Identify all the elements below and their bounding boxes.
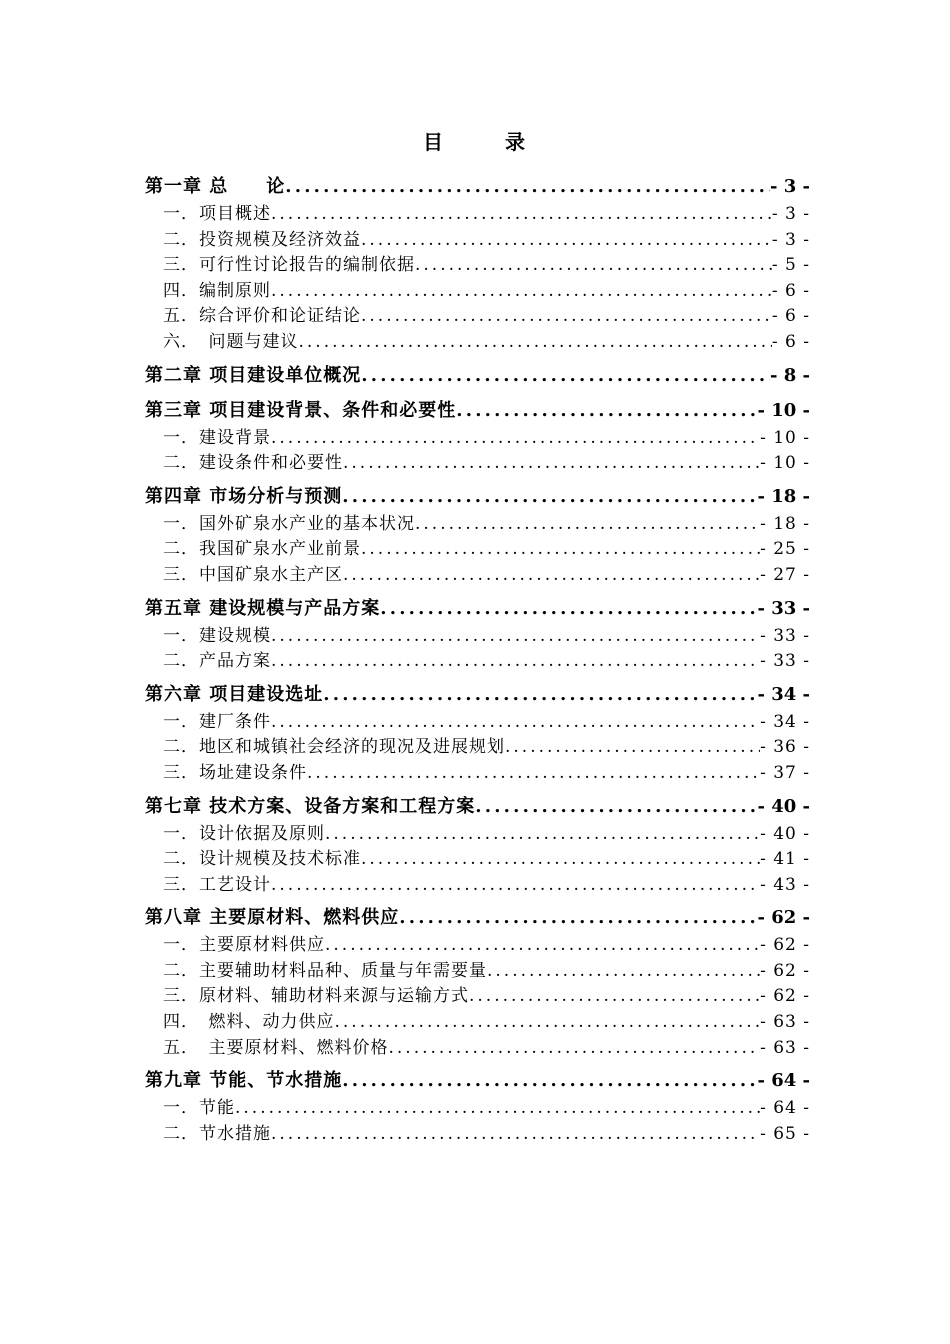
toc-entry-label: 二．节水措施: [163, 1123, 271, 1144]
dot-leader: [271, 426, 760, 452]
toc-chapter-entry[interactable]: [145, 482, 810, 512]
dot-leader: [361, 228, 772, 254]
dot-leader: [361, 847, 760, 873]
toc-page-number: - 3 -: [771, 229, 810, 250]
toc-page-number: - 6 -: [771, 280, 810, 301]
toc-page-number: - 33 -: [760, 625, 810, 646]
toc-page-number: - 62 -: [757, 907, 810, 929]
toc-entry-label: 第五章 建设规模与产品方案: [145, 597, 381, 619]
dot-leader: [271, 873, 760, 899]
toc-section-entry[interactable]: [145, 451, 810, 477]
dot-leader: [361, 361, 770, 391]
toc-page-number: - 18 -: [757, 485, 810, 507]
toc-page-number: - 40 -: [760, 823, 810, 844]
toc-section-entry[interactable]: [145, 563, 810, 589]
dot-leader: [505, 735, 760, 761]
toc-chapter-entry[interactable]: [145, 396, 810, 426]
toc-entry-label: 第二章 项目建设单位概况: [145, 364, 362, 386]
toc-page-number: - 3 -: [771, 204, 810, 224]
toc-section-entry[interactable]: [145, 330, 810, 356]
dot-leader: [415, 253, 772, 279]
toc-entry-label: 二．我国矿泉水产业前景: [163, 539, 361, 560]
toc-entry-label: 一．设计依据及原则: [163, 823, 325, 844]
toc-section-entry[interactable]: [145, 959, 810, 985]
toc-entry-label: 二．主要辅助材料品种、质量与年需要量: [163, 960, 487, 981]
dot-leader: [235, 1096, 760, 1122]
toc-entry-label: 一．建设规模: [163, 625, 271, 646]
toc-section-entry[interactable]: [145, 649, 810, 675]
toc-section-entry[interactable]: [145, 1096, 810, 1122]
toc-entry-label: 一．建设背景: [163, 427, 271, 448]
toc-entry-label: 二．设计规模及技术标准: [163, 849, 361, 870]
dot-leader: [271, 624, 760, 650]
toc-page-number: - 36 -: [760, 737, 810, 758]
toc-page-number: - 62 -: [760, 935, 810, 956]
toc-page-number: - 6 -: [771, 331, 810, 352]
toc-page-number: - 10 -: [760, 427, 810, 448]
toc-page-number: - 62 -: [760, 960, 810, 981]
toc-section-entry[interactable]: [145, 228, 810, 254]
toc-entry-label: 一．节能: [163, 1098, 235, 1119]
toc-entry-label: 三．场址建设条件: [163, 762, 307, 783]
toc-entry-label: 第一章 总 论: [145, 176, 286, 197]
toc-entry-label: 五．综合评价和论证结论: [163, 306, 361, 327]
toc-entry-label: 第四章 市场分析与预测: [145, 485, 343, 507]
toc-section-entry[interactable]: [145, 933, 810, 959]
toc-page-number: - 34 -: [757, 683, 810, 705]
table-of-contents: [145, 172, 810, 1147]
dot-leader: [342, 1066, 757, 1096]
toc-entry-label: 三．工艺设计: [163, 874, 271, 895]
dot-leader: [285, 172, 770, 202]
toc-entry-label: 第八章 主要原材料、燃料供应: [145, 907, 400, 929]
toc-chapter-entry[interactable]: [145, 172, 810, 202]
toc-page-number: - 65 -: [760, 1123, 810, 1144]
dot-leader: [343, 451, 760, 477]
toc-entry-label: 第三章 项目建设背景、条件和必要性: [145, 399, 457, 421]
toc-title-right: 录: [505, 130, 527, 154]
dot-leader: [325, 933, 760, 959]
toc-section-entry[interactable]: [145, 1122, 810, 1148]
dot-leader: [271, 1122, 760, 1148]
toc-page-number: - 10 -: [760, 453, 810, 474]
toc-section-entry[interactable]: [145, 624, 810, 650]
toc-page-number: - 64 -: [757, 1070, 810, 1092]
toc-page-number: - 41 -: [760, 849, 810, 870]
toc-section-entry[interactable]: [145, 426, 810, 452]
toc-page-number: - 33 -: [757, 597, 810, 619]
toc-entry-label: 二．建设条件和必要性: [163, 453, 343, 474]
toc-entry-label: 二．地区和城镇社会经济的现况及进展规划: [163, 737, 505, 758]
dot-leader: [271, 202, 772, 228]
toc-entry-label: 三．原材料、辅助材料来源与运输方式: [163, 986, 469, 1007]
toc-chapter-entry[interactable]: [145, 680, 810, 710]
toc-entry-label: 一．国外矿泉水产业的基本状况: [163, 513, 415, 534]
toc-section-entry[interactable]: [145, 202, 810, 228]
toc-page-number: - 63 -: [760, 1012, 810, 1033]
dot-leader: [271, 279, 772, 305]
dot-leader: [415, 512, 760, 538]
toc-page-number: - 25 -: [760, 539, 810, 560]
toc-page-number: - 8 -: [770, 364, 810, 386]
toc-page-number: - 3 -: [770, 176, 810, 197]
toc-page-number: - 62 -: [760, 986, 810, 1007]
toc-section-entry[interactable]: [145, 253, 810, 279]
dot-leader: [271, 649, 760, 675]
dot-leader: [342, 482, 757, 512]
toc-entry-label: 六． 问题与建议: [163, 331, 299, 352]
toc-chapter-entry[interactable]: [145, 594, 810, 624]
toc-entry-label: 第九章 节能、节水措施: [145, 1070, 343, 1092]
toc-chapter-entry[interactable]: [145, 792, 810, 822]
dot-leader: [469, 984, 760, 1010]
toc-entry-label: 二．产品方案: [163, 651, 271, 672]
toc-entry-label: 第七章 技术方案、设备方案和工程方案: [145, 795, 476, 817]
toc-page-number: - 6 -: [771, 306, 810, 327]
toc-section-entry[interactable]: [145, 761, 810, 787]
dot-leader: [456, 396, 757, 426]
toc-page-number: - 43 -: [760, 874, 810, 895]
toc-page-number: - 18 -: [760, 513, 810, 534]
dot-leader: [389, 1036, 761, 1062]
toc-section-entry[interactable]: [145, 512, 810, 538]
toc-chapter-entry[interactable]: [145, 1066, 810, 1096]
toc-entry-label: 第六章 项目建设选址: [145, 683, 324, 705]
dot-leader: [343, 563, 760, 589]
dot-leader: [399, 903, 757, 933]
toc-title-left: 目: [423, 130, 445, 154]
toc-section-entry[interactable]: [145, 1036, 810, 1062]
toc-section-entry[interactable]: [145, 710, 810, 736]
toc-entry-label: 三．中国矿泉水主产区: [163, 564, 343, 585]
dot-leader: [475, 792, 757, 822]
toc-entry-label: 四．编制原则: [163, 280, 271, 301]
toc-section-entry[interactable]: [145, 1010, 810, 1036]
toc-page-number: - 10 -: [757, 399, 810, 421]
dot-leader: [325, 822, 760, 848]
toc-section-entry[interactable]: [145, 537, 810, 563]
dot-leader: [271, 710, 760, 736]
toc-section-entry[interactable]: [145, 304, 810, 330]
toc-section-entry[interactable]: [145, 984, 810, 1010]
dot-leader: [307, 761, 760, 787]
dot-leader: [487, 959, 760, 985]
toc-entry-label: 五． 主要原材料、燃料价格: [163, 1037, 389, 1058]
toc-chapter-entry[interactable]: [145, 361, 810, 391]
toc-section-entry[interactable]: [145, 847, 810, 873]
dot-leader: [299, 330, 772, 356]
toc-entry-label: 二．投资规模及经济效益: [163, 229, 361, 250]
toc-title: [0, 126, 950, 155]
toc-section-entry[interactable]: [145, 873, 810, 899]
toc-page-number: - 63 -: [760, 1037, 810, 1058]
toc-entry-label: 一．项目概述: [163, 204, 271, 224]
toc-page-number: - 27 -: [760, 564, 810, 585]
toc-chapter-entry[interactable]: [145, 903, 810, 933]
toc-entry-label: 一．建厂条件: [163, 711, 271, 732]
dot-leader: [335, 1010, 761, 1036]
toc-page-number: - 40 -: [757, 795, 810, 817]
toc-page-number: - 64 -: [760, 1098, 810, 1119]
toc-entry-label: 四． 燃料、动力供应: [163, 1012, 335, 1033]
toc-section-entry[interactable]: [145, 279, 810, 305]
toc-entry-label: 一．主要原材料供应: [163, 935, 325, 956]
toc-section-entry[interactable]: [145, 822, 810, 848]
toc-entry-label: 三．可行性讨论报告的编制依据: [163, 255, 415, 276]
dot-leader: [380, 594, 757, 624]
toc-page-number: - 5 -: [771, 255, 810, 276]
toc-section-entry[interactable]: [145, 735, 810, 761]
dot-leader: [323, 680, 757, 710]
toc-page-number: - 37 -: [760, 762, 810, 783]
toc-page-number: - 33 -: [760, 651, 810, 672]
toc-page-number: - 34 -: [760, 711, 810, 732]
dot-leader: [361, 304, 772, 330]
dot-leader: [361, 537, 760, 563]
